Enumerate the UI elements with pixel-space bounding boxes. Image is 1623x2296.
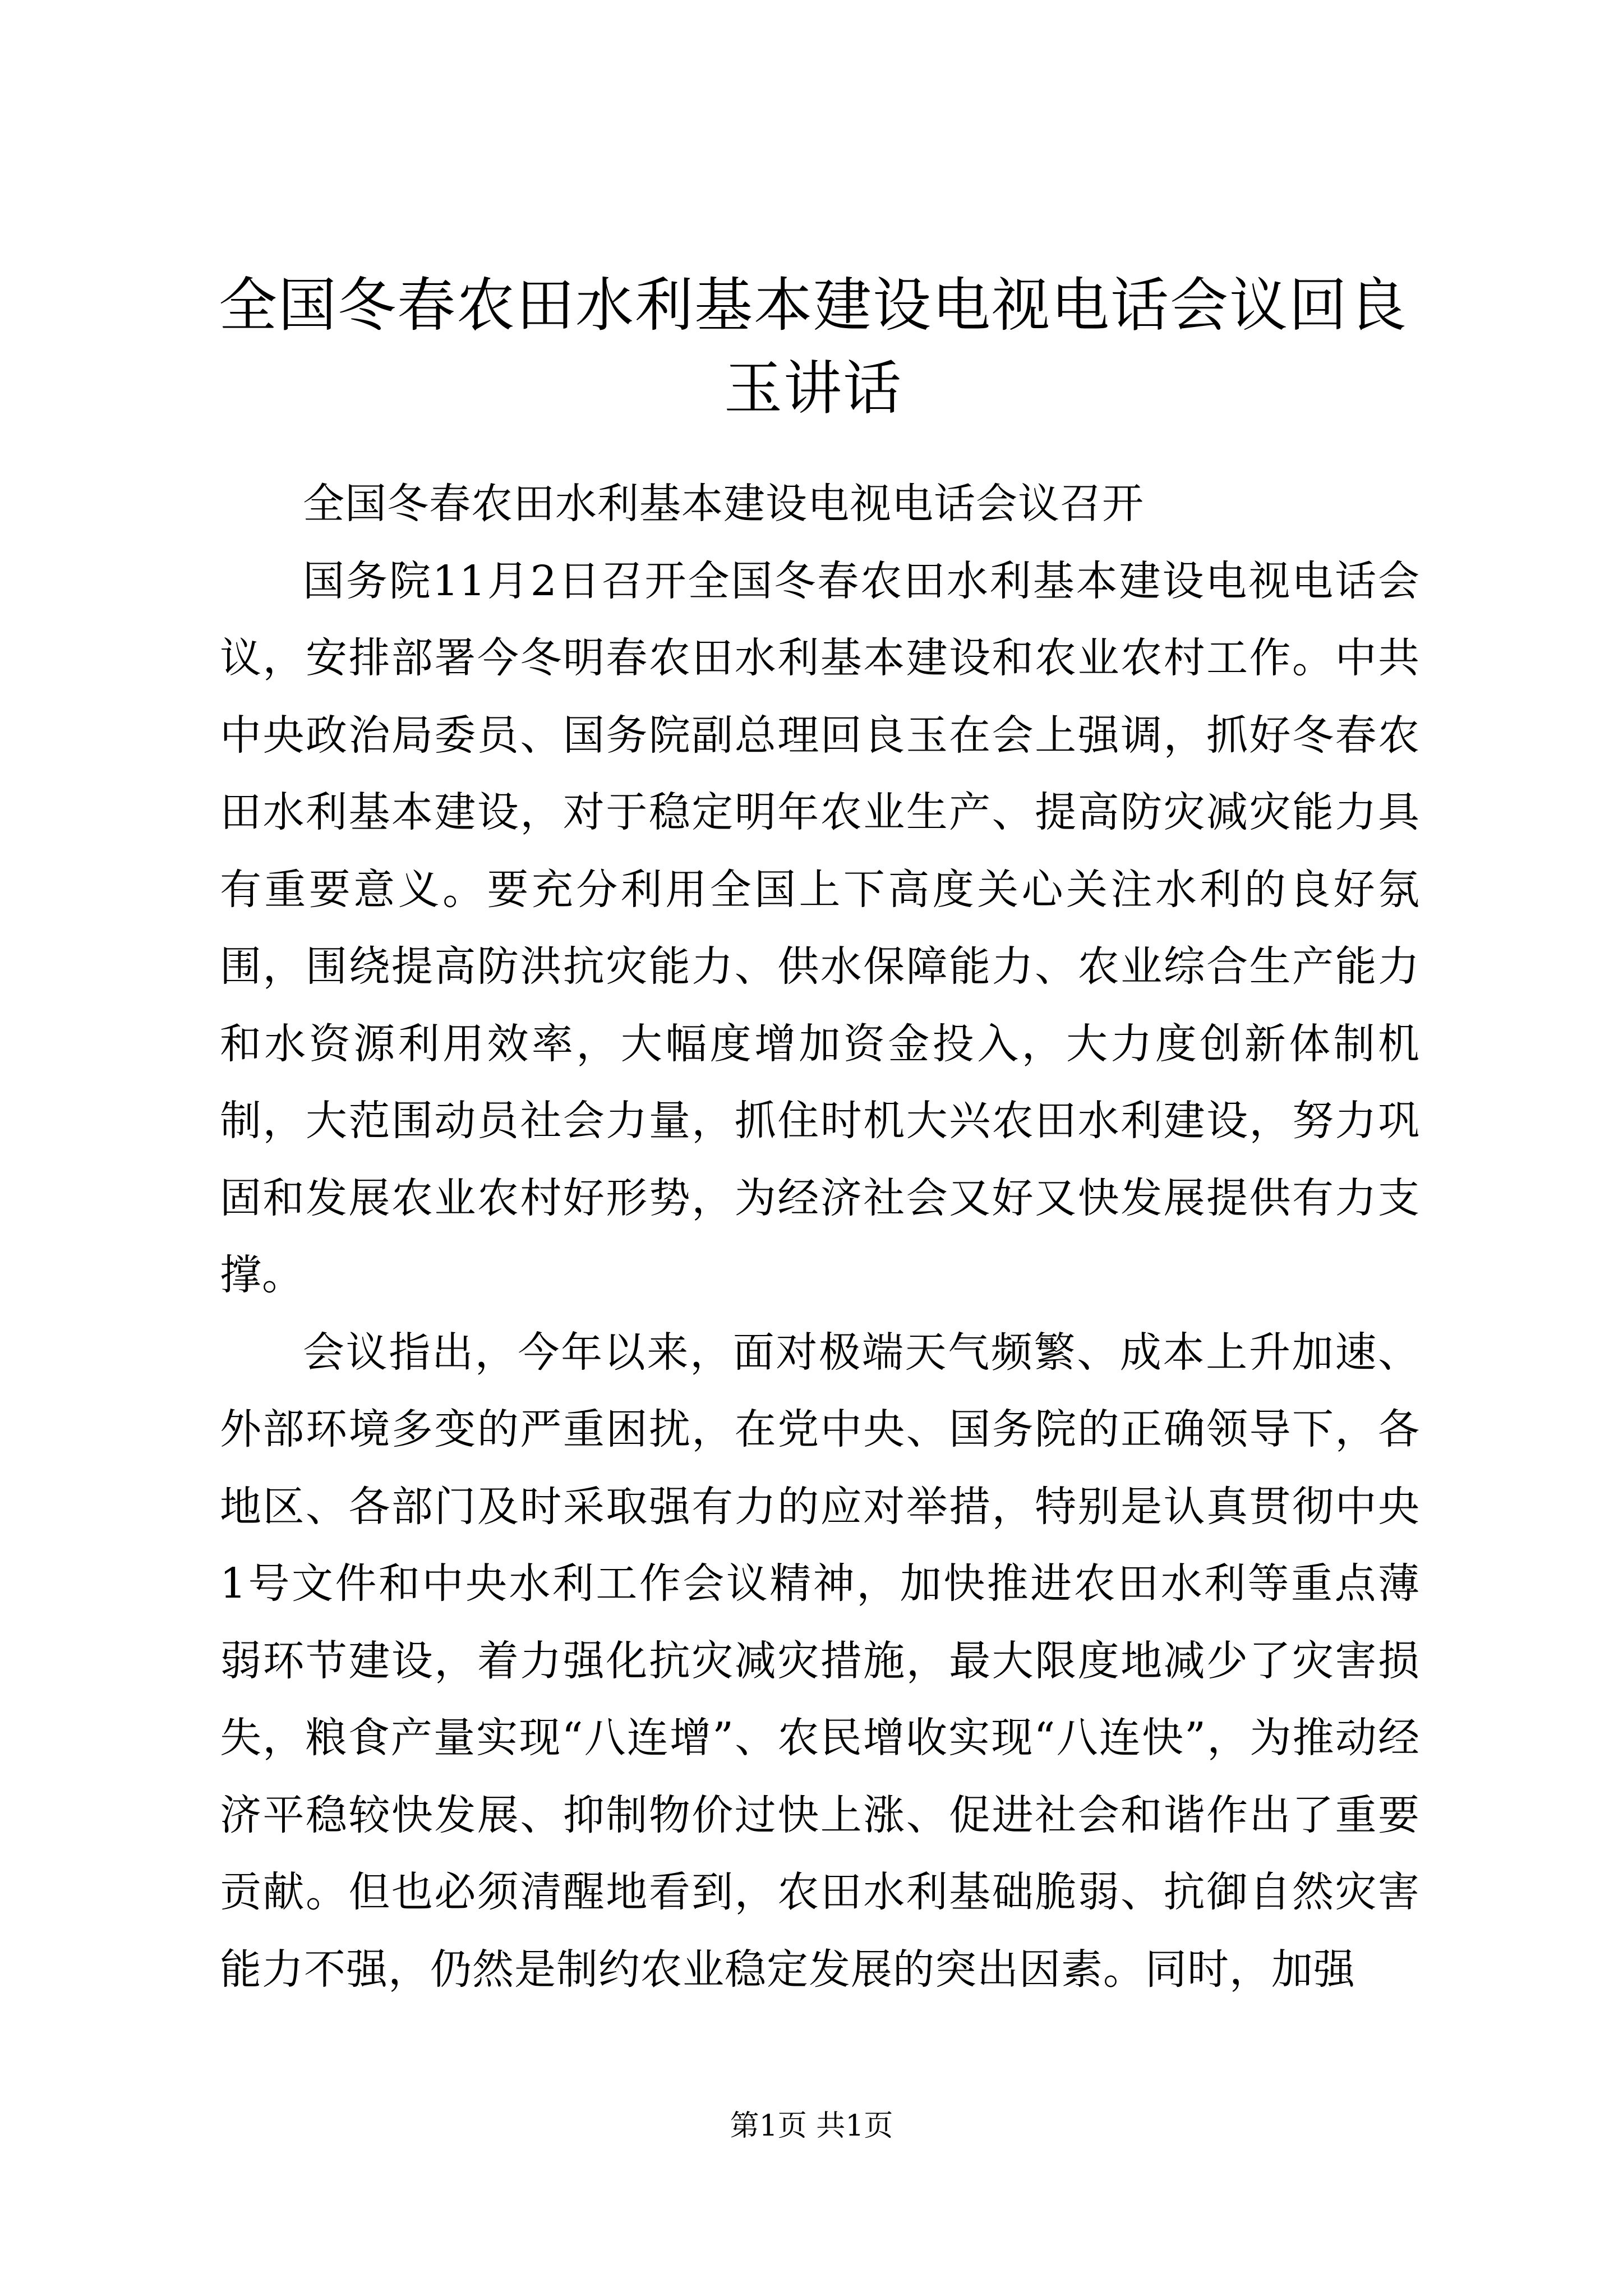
document-body bbox=[220, 466, 1420, 2008]
page-footer: 第1页 共1页 bbox=[730, 2109, 893, 2143]
paragraph: 国务院11月2日召开全国冬春农田水利基本建设电视电话会议，安排部署今冬明春农田水利基本建设和农业农村工作。中共中央政治局委员、国务院副总理回良玉在会上强调，抓好冬春农田水利基本建设，对于稳定明年农业生产、提高防灾减灾能力具有重要意义。要充分利用全国上下高度关心关注水利的良好氛围，围绕提高防洪抗灾能力、供水保障能力、农业综合生产能力和水资源利用效率，大幅度增加资金投入，大力度创新体制机制，大范围动员社会力量，抓住时机大兴农田水利建设，努力巩固和发展农业农村好形势，为经济社会又好又快发展提供有力支撑。 bbox=[220, 556, 1420, 1299]
paragraph: 会议指出，今年以来，面对极端天气频繁、成本上升加速、外部环境多变的严重困扰，在党中央、国务院的正确领导下，各地区、各部门及时采取强有力的应对举措，特别是认真贯彻中央1号文件和中央水利工作会议精神，加快推进农田水利等重点薄弱环节建设，着力强化抗灾减灾措施，最大限度地减少了灾害损失，粮食产量实现“八连增”、农民增收实现“八连快”，为推动经济平稳较快发展、抑制物价过快上涨、促进社会和谐作出了重要贡献。但也必须清醒地看到，农田水利基础脆弱、抗御自然灾害能力不强，仍然是制约农业稳定发展的突出因素。同时，加强 bbox=[220, 1328, 1420, 1994]
document-title: 全国冬春农田水利基本建设电视电话会议回良玉讲话 bbox=[218, 271, 1408, 422]
paragraph-subheading: 全国冬春农田水利基本建设电视电话会议召开 bbox=[303, 480, 1144, 528]
